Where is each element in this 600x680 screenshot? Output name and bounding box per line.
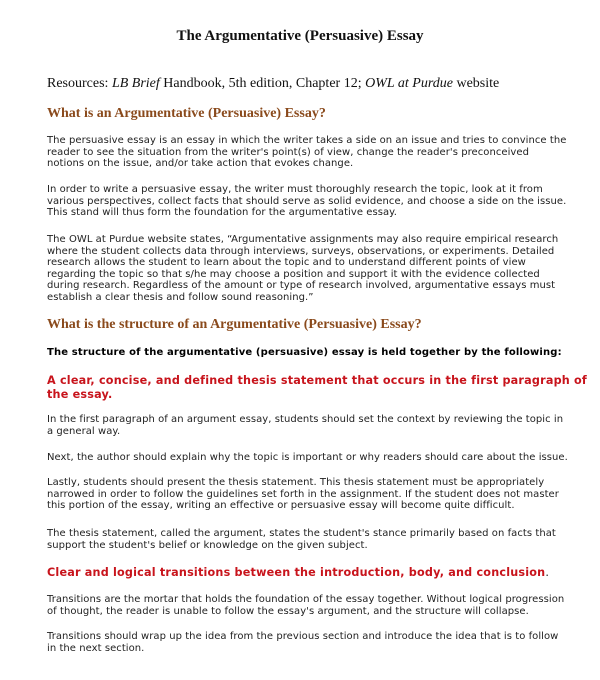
paragraph-transitions-wrap bbox=[47, 631, 557, 654]
resources-site-title: OWL at Purdue bbox=[365, 76, 453, 91]
resources-line bbox=[47, 76, 499, 92]
text-line: Transitions should wrap up the idea from the previous section and introduce the idea that is to follow bbox=[47, 631, 559, 642]
section-heading-structure: What is the structure of an Argumentative (Persuasive) Essay? bbox=[47, 317, 422, 332]
text-line: regarding the topic so that s/he may choose a position and support it with the evidence collected bbox=[47, 268, 540, 280]
text-line: In order to write a persuasive essay, the writer must thoroughly research the topic, look at it from bbox=[47, 184, 543, 195]
text-line: narrowed in order to follow the guidelines set forth in the assignment. If the student does not master bbox=[47, 488, 559, 500]
text-line: reader to see the situation from the writer's point(s) of view, change the reader's preconceived bbox=[47, 146, 529, 158]
text-line: Transitions are the mortar that holds the foundation of the essay together. Without logical progression bbox=[47, 594, 565, 605]
text-line: notions on the issue, and/or take action that evokes change. bbox=[47, 158, 354, 170]
paragraph-definition bbox=[47, 135, 567, 170]
text-line: where the student collects data through interviews, surveys, observations, or experiments. Detailed bbox=[47, 245, 555, 257]
document-title: The Argumentative (Persuasive) Essay bbox=[176, 28, 424, 44]
text-line: in the next section. bbox=[47, 642, 145, 654]
text-line: the essay. bbox=[47, 388, 113, 401]
section-heading-what-is: What is an Argumentative (Persuasive) Essay? bbox=[47, 106, 326, 121]
text-line: The thesis statement, called the argument, states the student's stance primarily based on facts that bbox=[47, 528, 556, 539]
paragraph-lastly bbox=[47, 477, 557, 512]
transitions-heading bbox=[47, 566, 549, 580]
text-line: This stand will thus form the foundation for the argumentative essay. bbox=[47, 207, 397, 219]
text-line: Lastly, students should present the thesis statement. This thesis statement must be appropriately bbox=[47, 477, 545, 488]
text-line: a general way. bbox=[47, 425, 121, 437]
paragraph-first-paragraph bbox=[47, 414, 564, 437]
text-line: The OWL at Purdue website states, “Argumentative assignments may also require empirical research bbox=[47, 234, 559, 245]
text-line: various perspectives, collect facts that should serve as solid evidence, and choose a side on the issue. bbox=[47, 195, 567, 207]
paragraph-thesis-statement bbox=[47, 528, 557, 551]
transitions-heading-period: . bbox=[545, 566, 550, 579]
thesis-heading bbox=[47, 374, 587, 402]
text-line: establish a clear thesis and follow sound reasoning.” bbox=[47, 291, 314, 303]
paragraph-transitions-mortar bbox=[47, 594, 565, 617]
paragraph-research bbox=[47, 184, 567, 219]
resources-book-title: LB Brief bbox=[111, 76, 160, 91]
text-line: research allows the student to learn about the topic and to understand different points of view bbox=[47, 257, 526, 269]
resources-book-rest: Handbook, 5th edition, Chapter 12; bbox=[159, 76, 366, 91]
text-line: this portion of the essay, writing an effective or persuasive essay will become quite difficult. bbox=[47, 500, 515, 512]
text-line: support the student's belief or knowledge on the given subject. bbox=[47, 539, 368, 551]
text-line: In the first paragraph of an argument essay, students should set the context by reviewing the topic in bbox=[47, 414, 564, 425]
text-line: Next, the author should explain why the topic is important or why readers should care about the issue. bbox=[47, 452, 568, 463]
text-line: of thought, the reader is unable to follow the essay's argument, and the structure will collapse. bbox=[47, 605, 529, 617]
paragraph-owl-quote bbox=[47, 234, 557, 304]
resources-site-rest: website bbox=[452, 76, 500, 91]
transitions-heading-text: Clear and logical transitions between the introduction, body, and conclusion bbox=[47, 566, 546, 579]
resources-prefix: Resources: bbox=[47, 76, 112, 91]
text-line: during research. Regardless of the amount or type of research involved, argumentative essays must bbox=[47, 280, 556, 292]
text-line: A clear, concise, and defined thesis statement that occurs in the first paragraph of bbox=[47, 374, 587, 387]
text-line: The persuasive essay is an essay in which the writer takes a side on an issue and tries to convince the bbox=[47, 135, 567, 146]
structure-intro: The structure of the argumentative (persuasive) essay is held together by the following: bbox=[47, 347, 562, 358]
paragraph-next bbox=[47, 452, 568, 464]
